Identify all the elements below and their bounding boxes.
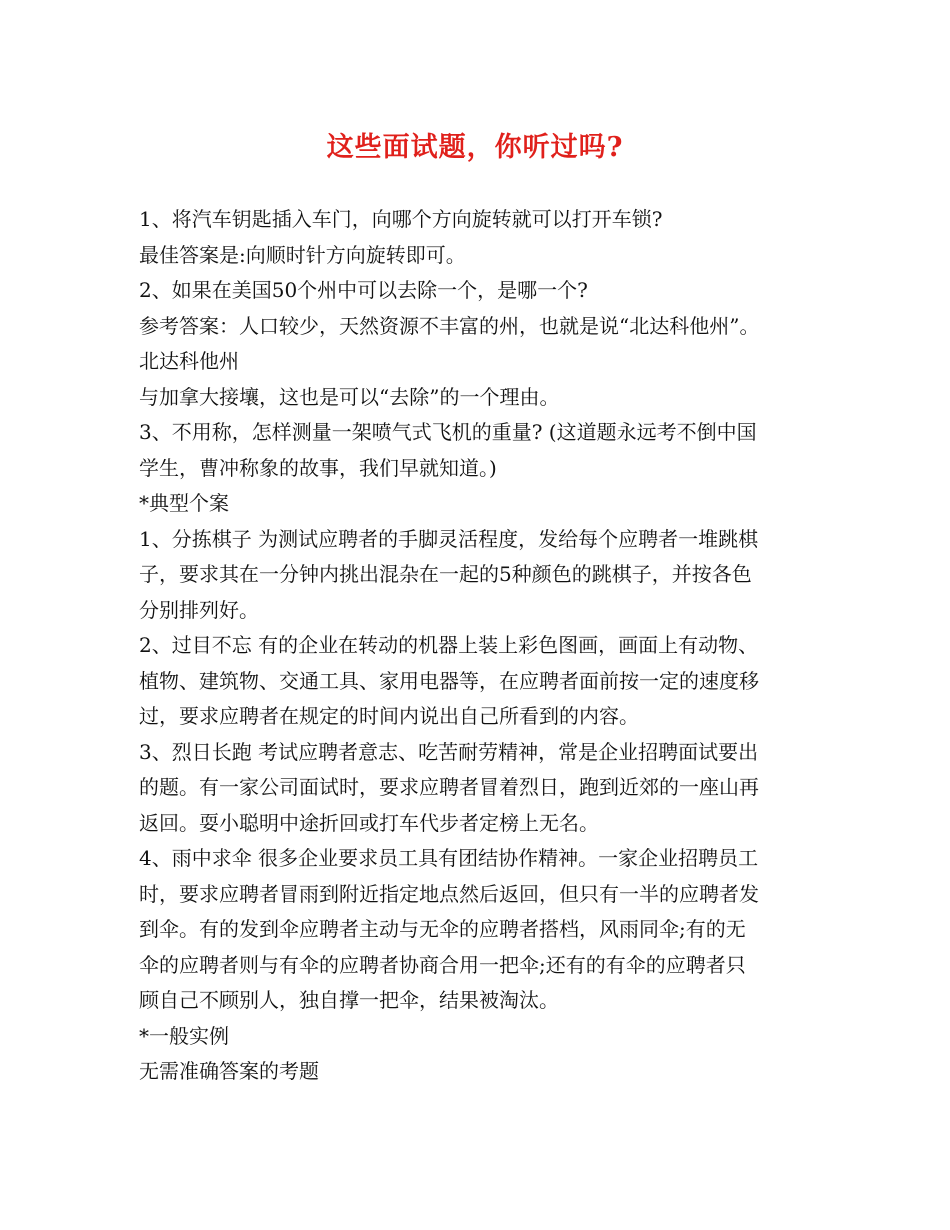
text-line: 1、分拣棋子 为测试应聘者的手脚灵活程度，发给每个应聘者一堆跳棋 (139, 526, 759, 551)
text-line: 北达科他州 (139, 349, 239, 373)
text-line: 分别排列好。 (139, 597, 259, 622)
text-line: 过，要求应聘者在规定的时间内说出自己所看到的内容。 (139, 704, 639, 728)
text-line: 伞的应聘者则与有伞的应聘者协商合用一把伞;还有的有伞的应聘者只 (139, 952, 746, 977)
text-line: 1、将汽车钥匙插入车门，向哪个方向旋转就可以打开车锁? (139, 207, 663, 231)
text-line: 2、过目不忘 有的企业在转动的机器上装上彩色图画，画面上有动物、 (139, 633, 759, 657)
text-line: 子，要求其在一分钟内挑出混杂在一起的5种颜色的跳棋子，并按各色 (139, 562, 752, 586)
text-line: 返回。耍小聪明中途折回或打车代步者定榜上无名。 (139, 810, 599, 835)
text-line: 与加拿大接壤，这也是可以“去除”的一个理由。 (139, 384, 560, 409)
text-line: 的题。有一家公司面试时，要求应聘者冒着烈日，跑到近郊的一座山再 (139, 775, 759, 799)
text-line: 3、烈日长跑 考试应聘者意志、吃苦耐劳精神，常是企业招聘面试要出 (139, 739, 759, 764)
text-line: 学生，曹冲称象的故事，我们早就知道。) (139, 455, 497, 480)
document-body (139, 202, 819, 1090)
text-line: 到伞。有的发到伞应聘者主动与无伞的应聘者搭档，风雨同伞;有的无 (139, 917, 746, 941)
text-line: 顾自己不顾别人，独自撑一把伞，结果被淘汰。 (139, 988, 559, 1012)
text-line: 植物、建筑物、交通工具、家用电器等，在应聘者面前按一定的速度移 (139, 668, 759, 693)
text-line: 最佳答案是:向顺时针方向旋转即可。 (139, 242, 466, 267)
text-line: 3、不用称，怎样测量一架喷气式飞机的重量? (这道题永远考不倒中国 (139, 420, 757, 444)
section-heading: *一般实例 (139, 1023, 229, 1048)
text-line: 参考答案：人口较少，天然资源不丰富的州，也就是说“北达科他州”。 (139, 313, 760, 338)
text-line: 时，要求应聘者冒雨到附近指定地点然后返回，但只有一半的应聘者发 (139, 881, 759, 906)
section-heading: *典型个案 (139, 491, 229, 515)
document-title: 这些面试题，你听过吗? (326, 132, 624, 163)
text-line: 无需准确答案的考题 (139, 1059, 319, 1083)
text-line: 4、雨中求伞 很多企业要求员工具有团结协作精神。一家企业招聘员工 (139, 846, 759, 870)
text-line: 2、如果在美国50个州中可以去除一个，是哪一个? (139, 278, 588, 302)
